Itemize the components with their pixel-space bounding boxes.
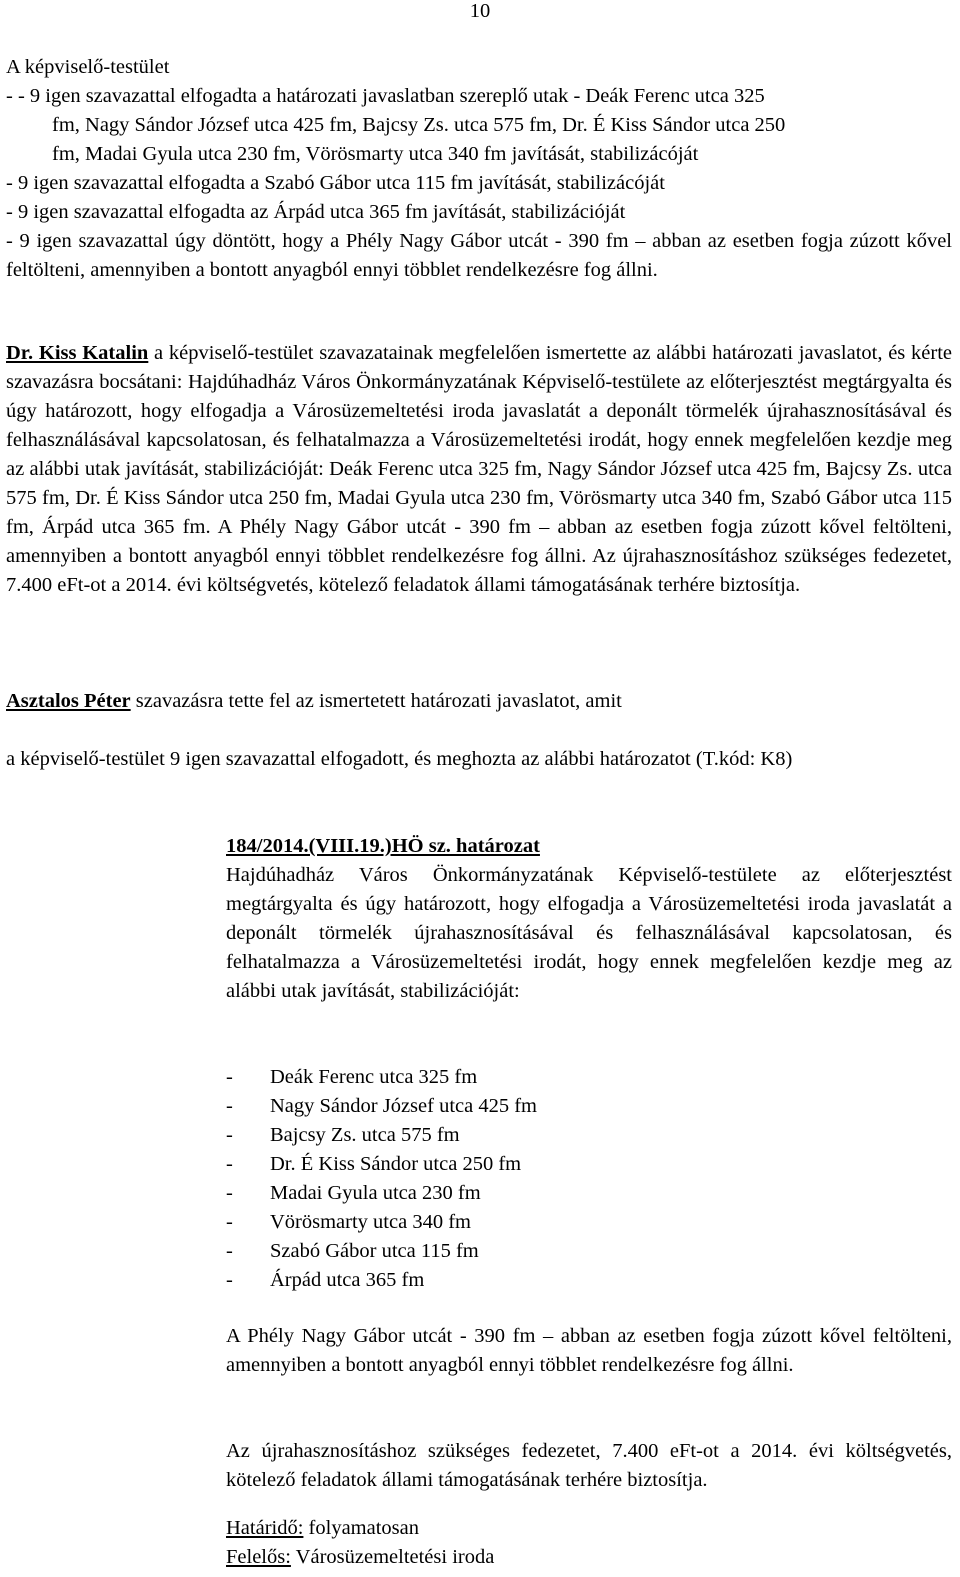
phely-paragraph: A Phély Nagy Gábor utcát - 390 fm – abban az esetben fogja zúzott kővel feltölteni, amennyiben a bontott anyagból ennyi többlet rendelkezésre fog állni.: [226, 1325, 952, 1376]
vote-call-text: szavazásra tette fel az ismertetett határozati javaslatot, amit: [130, 690, 622, 712]
street-list-item: [226, 1179, 952, 1208]
street-list: [226, 1063, 952, 1295]
street-name: Dr. É Kiss Sándor utca 250 fm: [270, 1153, 522, 1175]
vote-line-1a: - - 9 igen szavazattal elfogadta a határozati javaslatban szereplő utak - Deák Ferenc utca 325: [6, 85, 765, 107]
list-dash: -: [226, 1182, 233, 1204]
vote-line-3: - 9 igen szavazattal elfogadta az Árpád utca 365 fm javítását, stabilizációját: [6, 201, 626, 223]
street-name: Deák Ferenc utca 325 fm: [270, 1066, 478, 1088]
list-dash: -: [226, 1240, 233, 1262]
street-name: Árpád utca 365 fm: [270, 1269, 425, 1291]
proposal-speaker: Dr. Kiss Katalin: [6, 342, 149, 364]
proposal-text: a képviselő-testület szavazatainak megfelelően ismertette az alábbi határozati javaslatot, és kérte szavazásra bocsátani: Hajdúhadház Város Önkormányzatának Képviselő-testülete az előterjesztést megtárgyalta és úgy határozott, hogy elfogadja a Városüzemeltetési iroda javaslatát a deponált törmelék újrahasznosításával és felhasználásával kapcsolatosan, és felhatalmazza a Városüzemeltetési irodát, hogy ennek megfelelően kezdje meg az alábbi utak javítását, stabilizációját: Deák Ferenc utca 325 fm, Nagy Sándor József utca 425 fm, Bajcsy Zs. utca 575 fm, Dr. É Kiss Sándor utca 250 fm, Madai Gyula utca 230 fm, Vörösmarty utca 340 fm, Szabó Gábor utca 115 fm, Árpád utca 365 fm. A Phély Nagy Gábor utcát - 390 fm – abban az esetben fogja zúzott kővel feltölteni, amennyiben a bontott anyagból ennyi többlet rendelkezésre fog állni. Az újrahasznosításhoz szükséges fedezetet, 7.400 eFt-ot a 2014. évi költségvetés, kötelező feladatok állami támogatásának terhére biztosítja.: [6, 342, 952, 596]
list-dash: -: [226, 1153, 233, 1175]
vote-line-1b: fm, Nagy Sándor József utca 425 fm, Bajcsy Zs. utca 575 fm, Dr. É Kiss Sándor utca 250: [52, 114, 786, 136]
street-list-item: [226, 1208, 952, 1237]
street-name: Szabó Gábor utca 115 fm: [270, 1240, 479, 1262]
responsible-label: Felelős:: [226, 1546, 291, 1568]
funding-paragraph: Az újrahasznosításhoz szükséges fedezetet, 7.400 eFt-ot a 2014. évi költségvetés, kötelező feladatok állami támogatásának terhére biztosítja.: [226, 1440, 952, 1491]
resolution-body: Hajdúhadház Város Önkormányzatának Képviselő-testülete az előterjesztést megtárgyalta és úgy határozott, hogy elfogadja a Városüzemeltetési iroda javaslatát a deponált törmelék újrahasznosításával és felhasználásával kapcsolatosan, és felhatalmazza a Városüzemeltetési irodát, hogy ennek megfelelően kezdje meg az alábbi utak javítását, stabilizációját:: [226, 864, 952, 1002]
resolution-title-text: 184/2014.(VIII.19.)HÖ sz. határozat: [226, 835, 540, 857]
list-dash: -: [226, 1066, 233, 1088]
list-dash: -: [226, 1211, 233, 1233]
responsible-value: Városüzemeltetési iroda: [290, 1546, 495, 1568]
vote-line-4: - 9 igen szavazattal úgy döntött, hogy a Phély Nagy Gábor utcát - 390 fm – abban az esetben fogja zúzott kővel feltölteni, amennyiben a bontott anyagból ennyi többlet rendelkezésre fog állni.: [6, 230, 952, 281]
resolution-title: [226, 832, 952, 861]
street-name: Vörösmarty utca 340 fm: [270, 1211, 471, 1233]
vote-call-speaker: Asztalos Péter: [6, 690, 131, 712]
intro-section: [6, 53, 952, 285]
street-list-item: [226, 1063, 952, 1092]
street-name: Bajcsy Zs. utca 575 fm: [270, 1124, 460, 1146]
vote-line-2: - 9 igen szavazattal elfogadta a Szabó Gábor utca 115 fm javítását, stabilizácóját: [6, 172, 665, 194]
street-list-item: [226, 1150, 952, 1179]
outcome-paragraph: a képviselő-testület 9 igen szavazattal elfogadott, és meghozta az alábbi határozatot (T.kód: K8): [6, 748, 793, 770]
deadline-value: folyamatosan: [303, 1517, 419, 1539]
list-dash: -: [226, 1124, 233, 1146]
street-list-item: [226, 1121, 952, 1150]
vote-call-paragraph: [6, 687, 952, 716]
page-number: 10: [469, 0, 491, 22]
street-name: Nagy Sándor József utca 425 fm: [270, 1095, 538, 1117]
street-name: Madai Gyula utca 230 fm: [270, 1182, 481, 1204]
deadline-label: Határidő:: [226, 1517, 304, 1539]
street-list-item: [226, 1237, 952, 1266]
vote-line-1c: fm, Madai Gyula utca 230 fm, Vörösmarty utca 340 fm javítását, stabilizácóját: [52, 143, 699, 165]
street-list-items: [226, 1063, 952, 1295]
responsible-line: [226, 1543, 952, 1572]
proposal-paragraph: [6, 339, 952, 600]
intro-heading: A képviselő-testület: [6, 56, 170, 78]
street-list-item: [226, 1266, 952, 1295]
list-dash: -: [226, 1269, 233, 1291]
deadline-line: [226, 1514, 952, 1543]
street-list-item: [226, 1092, 952, 1121]
list-dash: -: [226, 1095, 233, 1117]
